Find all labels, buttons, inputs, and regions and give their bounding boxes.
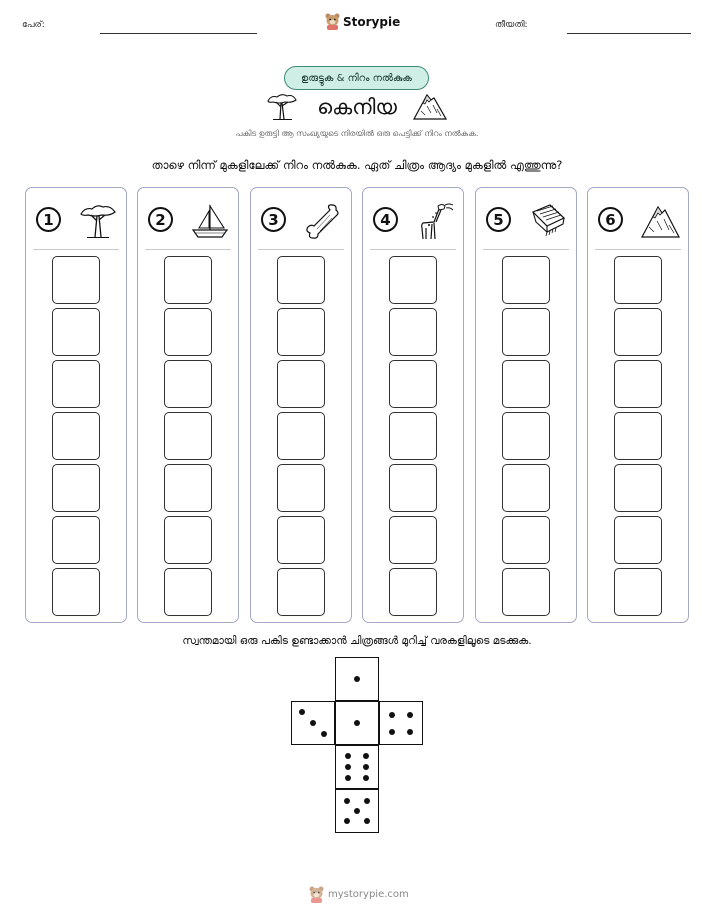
color-box[interactable] — [277, 360, 325, 408]
die-pip — [344, 798, 350, 804]
column-number: 6 — [598, 207, 623, 232]
color-box[interactable] — [502, 516, 550, 564]
storypie-logo — [325, 13, 400, 30]
color-box[interactable] — [277, 256, 325, 304]
color-box[interactable] — [277, 568, 325, 616]
instruction-text: താഴെ നിന്ന് മുകളിലേക്ക് നിറം നൽകുക. ഏത് ചിത്രം ആദ്യം മുകളിൽ എത്തുന്നു? — [151, 158, 563, 172]
color-box[interactable] — [52, 464, 100, 512]
die-pip — [310, 720, 316, 726]
subtitle: പകിട ഉരുട്ടി ആ സംഖ്യയുടെ നിരയിൽ ഒരു പെട്ടിക്ക് നിറം നൽകുക. — [235, 129, 479, 138]
date-label: തീയതി: — [495, 20, 528, 30]
color-box[interactable] — [52, 568, 100, 616]
column-6 — [587, 187, 689, 623]
color-box[interactable] — [277, 516, 325, 564]
color-box[interactable] — [502, 360, 550, 408]
activity-badge: ഉരുട്ടുക & നിറം നൽകുക — [284, 66, 429, 90]
die-face-center — [335, 701, 379, 745]
color-box[interactable] — [614, 308, 662, 356]
color-box[interactable] — [389, 412, 437, 460]
die-face-left — [291, 701, 335, 745]
die-pip — [363, 753, 369, 759]
name-label: പേര്: — [22, 20, 45, 30]
color-box[interactable] — [502, 256, 550, 304]
color-box[interactable] — [614, 412, 662, 460]
color-box[interactable] — [52, 516, 100, 564]
die-face-top — [335, 657, 379, 701]
die-pip — [407, 729, 413, 735]
color-box[interactable] — [389, 464, 437, 512]
column-divider — [483, 249, 569, 250]
color-box[interactable] — [389, 256, 437, 304]
column-divider — [595, 249, 681, 250]
mountain-icon — [640, 202, 680, 240]
color-box[interactable] — [277, 464, 325, 512]
column-number: 4 — [373, 207, 398, 232]
color-box[interactable] — [389, 516, 437, 564]
column-divider — [33, 249, 119, 250]
column-number: 1 — [36, 207, 61, 232]
footer-url[interactable]: mystorypie.com — [328, 889, 409, 900]
color-box[interactable] — [614, 464, 662, 512]
die-pip — [363, 764, 369, 770]
acacia-tree-icon — [265, 93, 299, 121]
color-box[interactable] — [52, 360, 100, 408]
color-box[interactable] — [52, 412, 100, 460]
die-face-bottom — [335, 789, 379, 833]
blanket-icon — [528, 202, 568, 240]
column-divider — [370, 249, 456, 250]
color-box[interactable] — [502, 308, 550, 356]
column-number: 3 — [261, 207, 286, 232]
color-box[interactable] — [502, 412, 550, 460]
die-pip — [389, 729, 395, 735]
giraffe-icon — [415, 202, 455, 240]
column-3 — [250, 187, 352, 623]
die-pip — [407, 712, 413, 718]
color-box[interactable] — [614, 568, 662, 616]
column-2 — [137, 187, 239, 623]
date-field[interactable] — [567, 33, 691, 34]
color-box[interactable] — [164, 360, 212, 408]
die-pip — [354, 808, 360, 814]
column-5 — [475, 187, 577, 623]
column-4 — [362, 187, 464, 623]
page-title: കെനിയ — [317, 95, 397, 119]
die-pip — [321, 731, 327, 737]
name-field[interactable] — [100, 33, 257, 34]
color-box[interactable] — [502, 568, 550, 616]
die-pip — [354, 720, 360, 726]
die-pip — [345, 753, 351, 759]
color-box[interactable] — [164, 568, 212, 616]
column-number: 2 — [148, 207, 173, 232]
color-box[interactable] — [164, 412, 212, 460]
color-box[interactable] — [277, 308, 325, 356]
die-pip — [389, 712, 395, 718]
sailboat-icon — [190, 202, 230, 240]
bear-mascot-icon — [325, 13, 340, 30]
color-box[interactable] — [164, 308, 212, 356]
color-box[interactable] — [277, 412, 325, 460]
column-divider — [145, 249, 231, 250]
color-box[interactable] — [389, 308, 437, 356]
column-1 — [25, 187, 127, 623]
color-box[interactable] — [52, 308, 100, 356]
die-pip — [354, 676, 360, 682]
die-face-right — [379, 701, 423, 745]
bone-icon — [303, 202, 343, 240]
color-box[interactable] — [164, 256, 212, 304]
brand-name: Storypie — [343, 14, 401, 29]
die-pip — [364, 818, 370, 824]
die-face-lower — [335, 745, 379, 789]
color-box[interactable] — [52, 256, 100, 304]
color-box[interactable] — [164, 516, 212, 564]
die-pip — [344, 818, 350, 824]
die-pip — [299, 709, 305, 715]
footer — [309, 886, 409, 903]
color-box[interactable] — [502, 464, 550, 512]
column-divider — [258, 249, 344, 250]
column-number: 5 — [486, 207, 511, 232]
color-box[interactable] — [164, 464, 212, 512]
acacia-tree-icon — [78, 202, 118, 240]
color-box[interactable] — [389, 360, 437, 408]
color-box[interactable] — [389, 568, 437, 616]
mountain-icon — [413, 91, 447, 121]
color-box[interactable] — [614, 256, 662, 304]
die-pip — [364, 798, 370, 804]
die-pip — [363, 775, 369, 781]
bear-mascot-icon — [309, 886, 324, 903]
die-pip — [345, 764, 351, 770]
die-pip — [345, 775, 351, 781]
color-box[interactable] — [614, 360, 662, 408]
fold-instruction: സ്വന്തമായി ഒരു പകിട ഉണ്ടാക്കാൻ ചിത്രങ്ങൾ മുറിച്ച് വരകളിലൂടെ മടക്കുക. — [182, 635, 532, 647]
color-box[interactable] — [614, 516, 662, 564]
